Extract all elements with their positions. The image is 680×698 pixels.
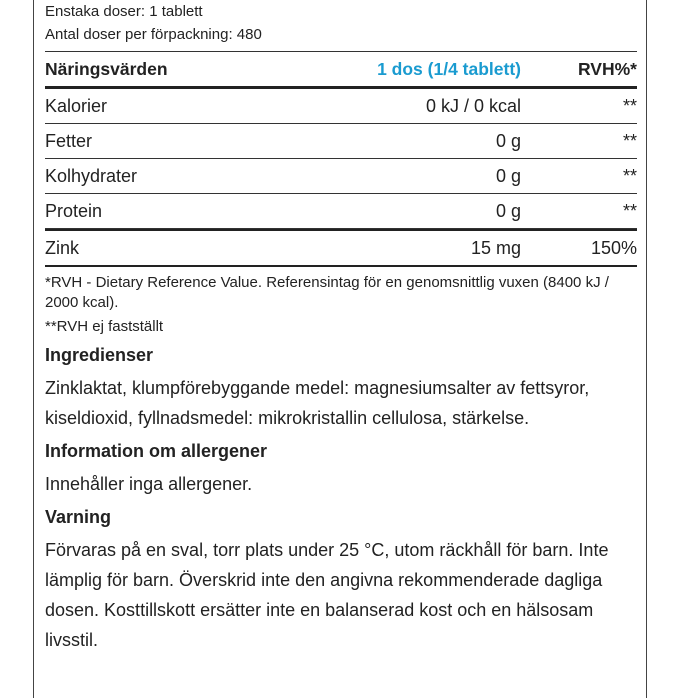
table-row <box>45 124 637 159</box>
table-row <box>45 194 637 229</box>
row-rvh: ** <box>622 130 637 151</box>
allergens-text: Innehåller inga allergener. <box>45 474 253 494</box>
row-dose: 0 g <box>495 200 521 221</box>
nutrition-header-row <box>45 52 637 89</box>
row-name: Protein <box>45 200 103 221</box>
row-dose: 15 mg <box>470 237 521 258</box>
table-row <box>45 159 637 194</box>
product-info <box>45 0 637 655</box>
ingredients-title: Ingredienser <box>45 345 154 365</box>
row-rvh: 150% <box>590 237 637 258</box>
header-rvh: RVH%* <box>577 58 637 79</box>
rvh-not-set-footnote: **RVH ej fastställt <box>45 318 164 335</box>
row-rvh: ** <box>622 200 637 221</box>
row-dose: 0 kJ / 0 kcal <box>425 95 521 116</box>
row-name: Kalorier <box>45 95 108 116</box>
row-name: Kolhydrater <box>45 165 138 186</box>
header-name: Näringsvärden <box>45 58 168 79</box>
allergens-title: Information om allergener <box>45 441 268 461</box>
warning-title: Varning <box>45 507 112 527</box>
row-rvh: ** <box>622 165 637 186</box>
warning-text: Förvaras på en sval, torr plats under 25 °C, utom räckhåll för barn. Inte lämplig för barn. Överskrid inte den angivna rekommenderade dagliga dosen. Kosttillskott ersätter inte en balanserad kost och en hälsosam livsstil. <box>45 540 609 650</box>
row-dose: 0 g <box>495 130 521 151</box>
doses-per-pack-text: Antal doser per förpackning: 480 <box>45 26 262 43</box>
row-name: Zink <box>45 237 80 258</box>
ingredients-text: Zinklaktat, klumpförebyggande medel: magnesiumsalter av fettsyror, kiseldioxid, fyllnadsmedel: mikrokristallin cellulosa, stärkelse. <box>45 378 590 428</box>
rvh-footnote: *RVH - Dietary Reference Value. Referensintag för en genomsnittlig vuxen (8400 kJ / 2000 kcal). <box>45 274 609 311</box>
table-row <box>45 89 637 124</box>
header-dose: 1 dos (1/4 tablett) <box>377 58 521 79</box>
row-name: Fetter <box>45 130 93 151</box>
table-row <box>45 229 637 267</box>
single-doses-text: Enstaka doser: 1 tablett <box>45 3 203 20</box>
row-rvh: ** <box>622 95 637 116</box>
row-dose: 0 g <box>495 165 521 186</box>
nutrition-table <box>45 51 637 267</box>
